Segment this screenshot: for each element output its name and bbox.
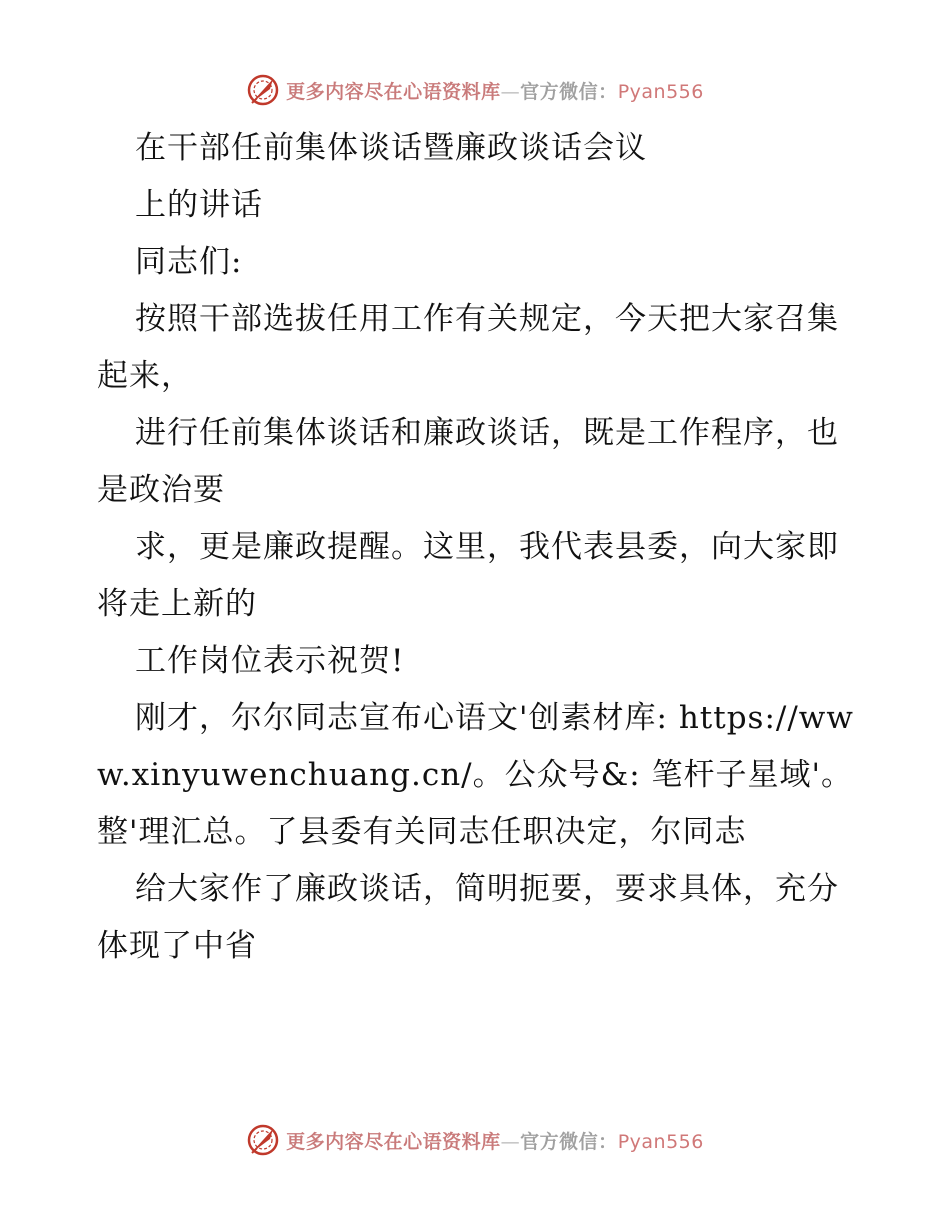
- watermark-label: 官方微信：: [520, 1130, 618, 1153]
- footer-watermark: [0, 1120, 950, 1160]
- paragraph: 求，更是廉政提醒。这里，我代表县委，向大家即将走上新的: [97, 529, 839, 622]
- header-watermark: [0, 70, 950, 110]
- salutation: 同志们:: [135, 244, 243, 280]
- document-body: [97, 120, 857, 975]
- watermark-separator: —: [500, 80, 521, 103]
- watermark-wechat-id: Pyan556: [617, 80, 704, 103]
- watermark-separator: —: [500, 1130, 521, 1153]
- watermark-text: [286, 1127, 704, 1154]
- paragraph: 工作岗位表示祝贺!: [135, 643, 405, 679]
- feather-pen-logo-icon: [246, 73, 280, 107]
- paragraph: 给大家作了廉政谈话，简明扼要，要求具体，充分体现了中省: [97, 871, 839, 964]
- paragraph: 刚才，尔尔同志宣布心语文'创素材库: https://www.xinyuwenchuang.cn/。公众号&: 笔杆子星域'。整'理汇总。了县委有关同志任职决定，尔同志: [97, 700, 854, 850]
- watermark-text: [286, 77, 704, 104]
- watermark-main-text: 更多内容尽在心语资料库: [286, 1130, 501, 1153]
- watermark-main-text: 更多内容尽在心语资料库: [286, 80, 501, 103]
- watermark-label: 官方微信：: [520, 80, 618, 103]
- paragraph: 按照干部选拔任用工作有关规定，今天把大家召集起来，: [97, 301, 839, 394]
- watermark-wechat-id: Pyan556: [617, 1130, 704, 1153]
- paragraph: 进行任前集体谈话和廉政谈话，既是工作程序，也是政治要: [97, 415, 839, 508]
- speech-title-line-2: 上的讲话: [135, 187, 263, 223]
- speech-title-line-1: 在干部任前集体谈话暨廉政谈话会议: [135, 130, 647, 166]
- feather-pen-logo-icon: [246, 1123, 280, 1157]
